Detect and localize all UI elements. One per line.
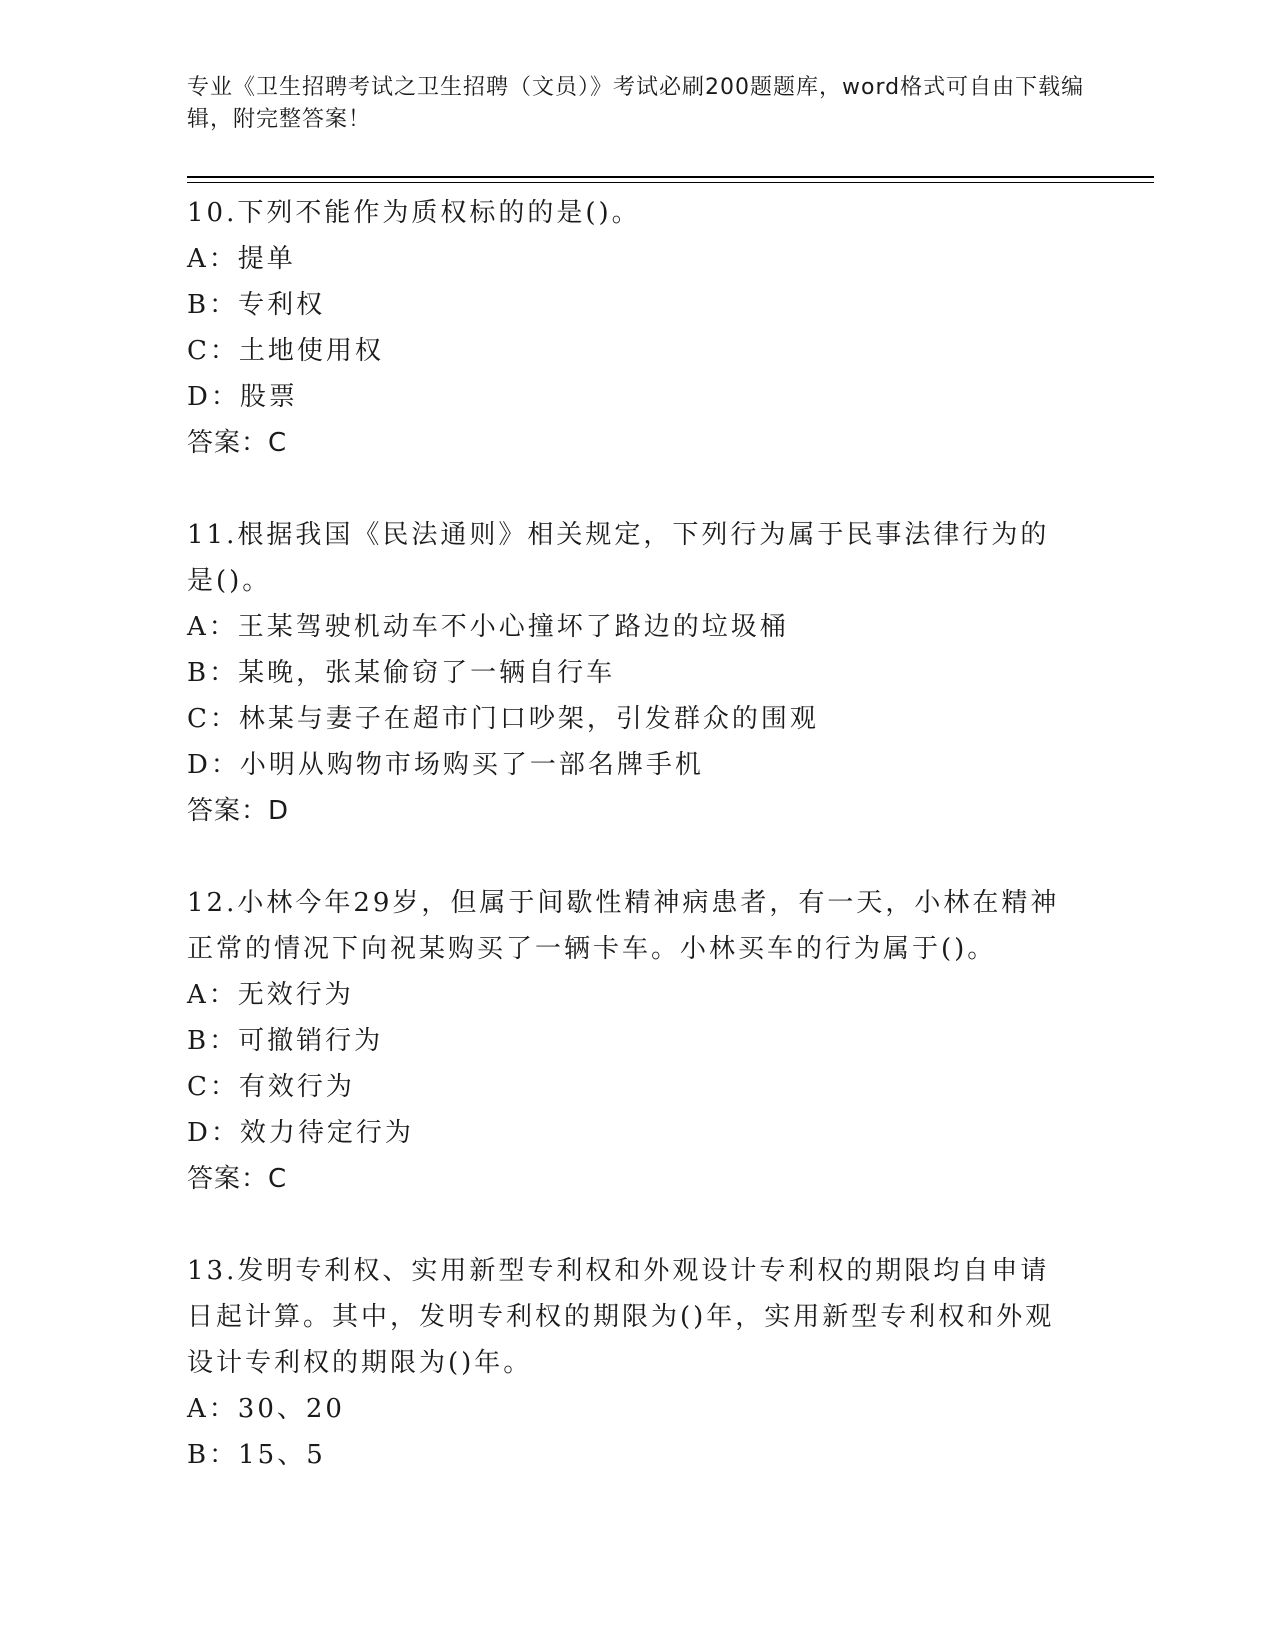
question-stem: 10.下列不能作为质权标的的是()。 — [187, 198, 641, 228]
spacer — [187, 834, 1087, 880]
option-b: B：某晚，张某偷窃了一辆自行车 — [187, 658, 616, 688]
option-c: C：土地使用权 — [187, 336, 384, 366]
option-c: C：林某与妻子在超市门口吵架，引发群众的围观 — [187, 704, 819, 734]
question-10 — [187, 190, 1087, 466]
answer: 答案：C — [187, 1164, 288, 1194]
option-b: B：15、5 — [187, 1440, 326, 1470]
header-divider-thick — [187, 176, 1154, 178]
question-stem: 13.发明专利权、实用新型专利权和外观设计专利权的期限均自申请日起计算。其中，发明专利权的期限为()年，实用新型专利权和外观设计专利权的期限为()年。 — [187, 1256, 1055, 1378]
option-a: A：王某驾驶机动车不小心撞坏了路边的垃圾桶 — [187, 612, 789, 642]
question-list — [187, 190, 1087, 1478]
question-stem: 12.小林今年29岁，但属于间歇性精神病患者，有一天，小林在精神正常的情况下向祝某购买了一辆卡车。小林买车的行为属于()。 — [187, 888, 1060, 964]
answer: 答案：D — [187, 796, 290, 826]
option-a: A：30、20 — [187, 1394, 345, 1424]
question-stem: 11.根据我国《民法通则》相关规定，下列行为属于民事法律行为的是()。 — [187, 520, 1050, 596]
option-d: D：效力待定行为 — [187, 1118, 414, 1148]
option-b: B：可撤销行为 — [187, 1026, 384, 1056]
option-b: B：专利权 — [187, 290, 326, 320]
document-header: 专业《卫生招聘考试之卫生招聘（文员）》考试必刷200题题库，word格式可自由下载编辑，附完整答案！ — [187, 75, 1085, 132]
spacer — [187, 466, 1087, 512]
spacer — [187, 1202, 1087, 1248]
question-12 — [187, 880, 1087, 1202]
option-c: C：有效行为 — [187, 1072, 355, 1102]
option-a: A：提单 — [187, 244, 296, 274]
question-13 — [187, 1248, 1087, 1478]
option-d: D：小明从购物市场购买了一部名牌手机 — [187, 750, 704, 780]
option-a: A：无效行为 — [187, 980, 354, 1010]
header-divider-thin — [187, 182, 1154, 183]
question-11 — [187, 512, 1087, 834]
option-d: D：股票 — [187, 382, 298, 412]
answer: 答案：C — [187, 428, 288, 458]
